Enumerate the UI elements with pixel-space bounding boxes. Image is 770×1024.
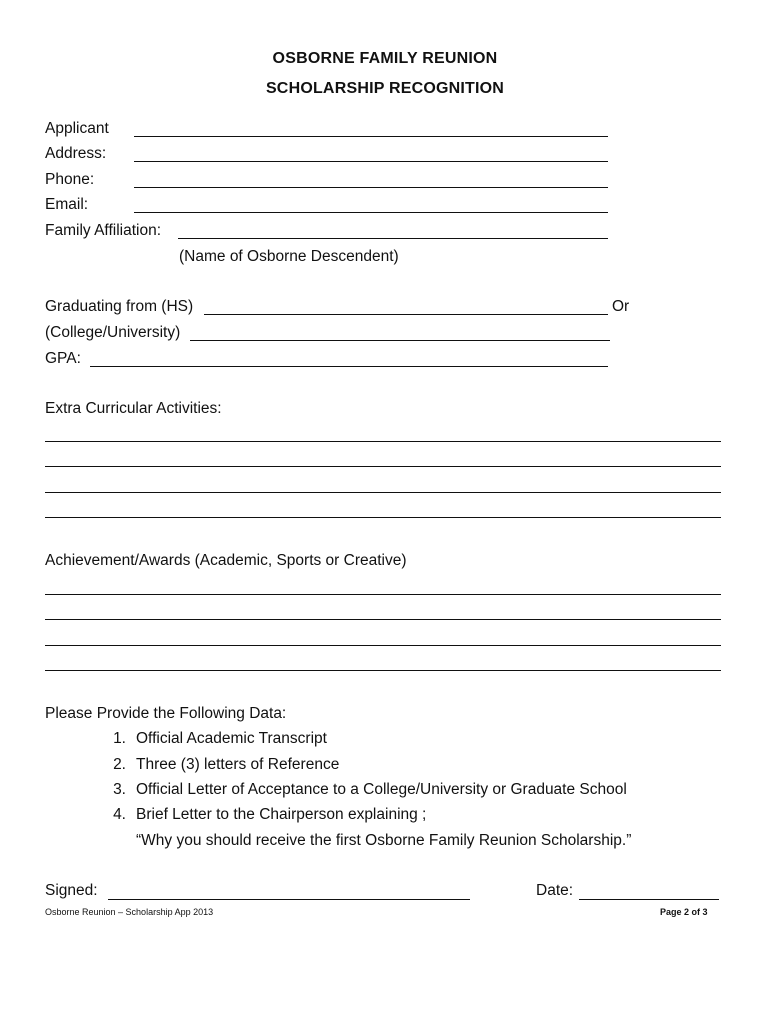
page-number: Page 2 of 3 [660,907,708,917]
achievements-label: Achievement/Awards (Academic, Sports or Creative) [45,552,407,569]
requirement-number: 2. [113,756,126,773]
family-affiliation-note: (Name of Osborne Descendent) [179,248,399,265]
achievements-line-2[interactable] [45,619,721,620]
activities-line-3[interactable] [45,492,721,493]
requirement-item: Official Academic Transcript [136,730,327,747]
address-field[interactable] [134,161,608,162]
graduating-from-label: Graduating from (HS) [45,298,194,315]
signed-label: Signed: [45,882,98,899]
email-label: Email: [45,196,89,213]
applicant-label: Applicant [45,120,109,137]
achievements-line-1[interactable] [45,594,721,595]
college-field[interactable] [190,340,610,341]
family-affiliation-field[interactable] [178,238,608,239]
requirements-intro: Please Provide the Following Data: [45,705,287,722]
footer-left: Osborne Reunion – Scholarship App 2013 [45,907,214,917]
phone-label: Phone: [45,171,95,188]
achievements-line-3[interactable] [45,645,721,646]
applicant-field[interactable] [134,136,608,137]
requirement-item: Brief Letter to the Chairperson explaining ; [136,806,427,823]
form-subtitle: SCHOLARSHIP RECOGNITION [265,80,505,97]
family-affiliation-label: Family Affiliation: [45,222,162,239]
activities-label: Extra Curricular Activities: [45,400,222,417]
date-field[interactable] [579,899,719,900]
gpa-label: GPA: [45,350,81,367]
activities-line-2[interactable] [45,466,721,467]
signature-field[interactable] [108,899,470,900]
activities-line-1[interactable] [45,441,721,442]
form-title: OSBORNE FAMILY REUNION [272,50,498,67]
email-field[interactable] [134,212,608,213]
requirement-number: 4. [113,806,126,823]
phone-field[interactable] [134,187,608,188]
activities-line-4[interactable] [45,517,721,518]
date-label: Date: [536,882,574,899]
college-label: (College/University) [45,324,181,341]
requirement-number: 1. [113,730,126,747]
requirement-number: 3. [113,781,126,798]
graduating-from-field[interactable] [204,314,608,315]
requirement-item: Official Letter of Acceptance to a College/University or Graduate School [136,781,627,798]
achievements-line-4[interactable] [45,670,721,671]
address-label: Address: [45,145,107,162]
or-text: Or [612,298,630,315]
requirement-quote: “Why you should receive the first Osborne Family Reunion Scholarship.” [136,832,632,849]
gpa-field[interactable] [90,366,608,367]
requirement-item: Three (3) letters of Reference [136,756,340,773]
